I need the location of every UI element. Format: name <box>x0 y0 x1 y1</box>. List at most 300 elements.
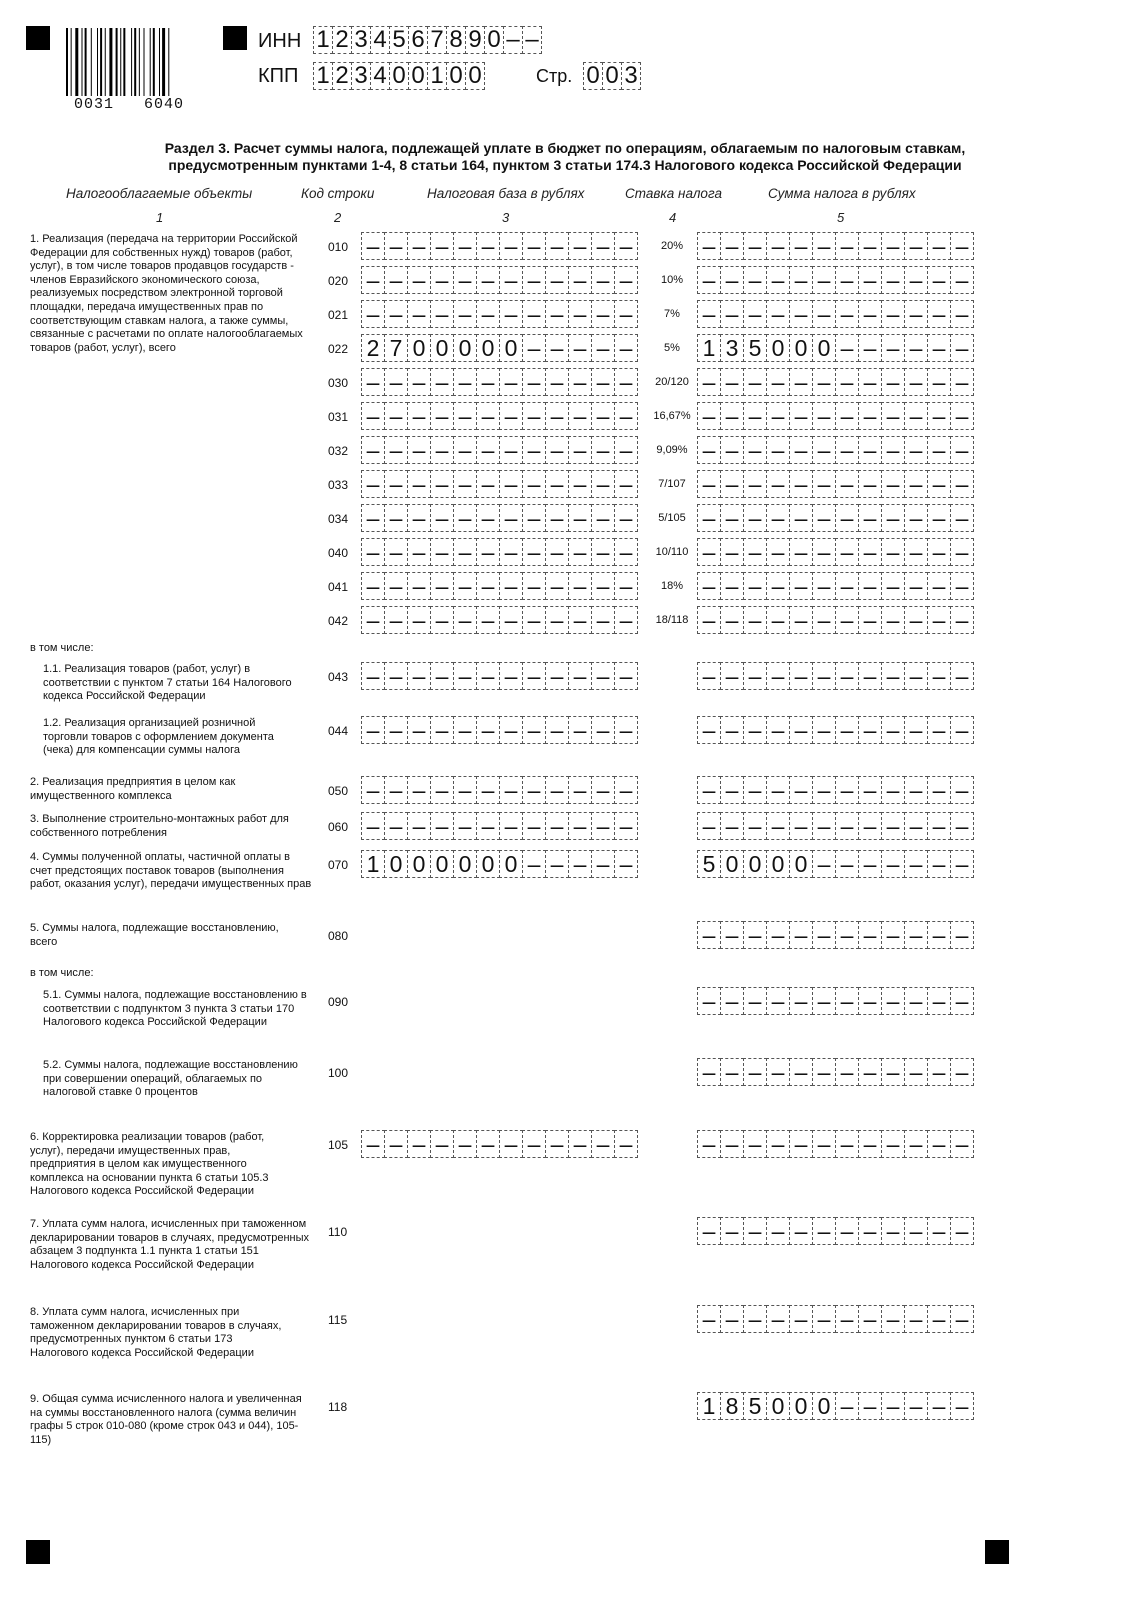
tax-base-field-030-cell: – <box>430 368 454 396</box>
tax-amount-field-030[interactable] <box>697 368 973 396</box>
tax-base-field-044-cell: – <box>568 716 592 744</box>
tax-base-field-043[interactable] <box>361 662 637 690</box>
tax-amount-field-032-cell: – <box>927 436 951 464</box>
tax-amount-field-115-cell: – <box>927 1305 951 1333</box>
row-code-030: 030 <box>328 376 349 390</box>
tax-amount-field-031-cell: – <box>812 402 836 430</box>
tax-base-field-032-cell: – <box>522 436 546 464</box>
tax-base-field-050-cell: – <box>614 776 638 804</box>
tax-amount-field-044-cell: – <box>927 716 951 744</box>
tax-base-field-010-cell: – <box>453 232 477 260</box>
tax-amount-field-022[interactable] <box>697 334 973 362</box>
tax-base-field-105-cell: – <box>568 1130 592 1158</box>
tax-base-field-060-cell: – <box>499 812 523 840</box>
tax-amount-field-041-cell: – <box>743 572 767 600</box>
tax-amount-field-115-cell: – <box>858 1305 882 1333</box>
tax-amount-field-060-cell: – <box>835 812 859 840</box>
tax-amount-field-060-cell: – <box>858 812 882 840</box>
row-code-040: 040 <box>328 546 349 560</box>
tax-amount-field-100-cell: – <box>812 1058 836 1086</box>
description-line-4: 4. Суммы полученной оплаты, частичной оплаты в счет предстоящих поставок товаров (выполнения работ, оказания услуг), передачи имущественных прав <box>30 851 312 891</box>
tax-amount-field-050-cell: – <box>904 776 928 804</box>
description-line-3: 3. Выполнение строительно-монтажных работ для собственного потребления <box>30 813 289 839</box>
tax-base-field-010-cell: – <box>614 232 638 260</box>
tax-base-field-031-cell: – <box>407 402 431 430</box>
tax-amount-field-090-cell: – <box>789 987 813 1015</box>
tax-base-field-022-cell: 0 <box>499 334 523 362</box>
tax-base-field-040-cell: – <box>453 538 477 566</box>
tax-amount-field-034-cell: – <box>720 504 744 532</box>
tax-base-field-031[interactable] <box>361 402 637 430</box>
tax-amount-field-060-cell: – <box>789 812 813 840</box>
kpp-label: КПП <box>258 65 299 87</box>
tax-amount-field-043-cell: – <box>743 662 767 690</box>
tax-base-field-041-cell: – <box>430 572 454 600</box>
tax-base-field-043-cell: – <box>407 662 431 690</box>
tax-amount-field-115-cell: – <box>904 1305 928 1333</box>
kpp-cell: 4 <box>370 62 390 90</box>
tax-amount-field-010-cell: – <box>858 232 882 260</box>
tax-amount-field-115[interactable] <box>697 1305 973 1333</box>
tax-amount-field-033-cell: – <box>766 470 790 498</box>
tax-base-field-033[interactable] <box>361 470 637 498</box>
page-number-cell: 3 <box>621 62 641 90</box>
tax-amount-field-021-cell: – <box>881 300 905 328</box>
tax-amount-field-042[interactable] <box>697 606 973 634</box>
tax-amount-field-042-cell: – <box>927 606 951 634</box>
tax-amount-field-042-cell: – <box>950 606 974 634</box>
tax-amount-field-044-cell: – <box>697 716 721 744</box>
tax-base-field-060-cell: – <box>545 812 569 840</box>
description-line-1: 1. Реализация (передача на территории Российской Федерации для собственных нужд) товаров (работ, услуг), в том числе товаров продавцов государств - членов Евразийского экономического союза, реализуемых посредством электронной торговой площадки, передача имущественных прав по соответствующим ставкам налога, а также суммы, связанные с расчетами по оплате налогооблагаемых товаров (работ, услуг), всего <box>30 233 303 354</box>
tax-amount-field-010-cell: – <box>835 232 859 260</box>
tax-base-field-105-cell: – <box>361 1130 385 1158</box>
tax-amount-field-050-cell: – <box>743 776 767 804</box>
tax-base-field-041[interactable] <box>361 572 637 600</box>
tax-base-field-040-cell: – <box>522 538 546 566</box>
description-line-2: 2. Реализация предприятия в целом как имущественного комплекса <box>30 776 236 802</box>
tax-amount-field-118[interactable] <box>697 1392 973 1420</box>
tax-amount-field-020-cell: – <box>697 266 721 294</box>
tax-base-field-021-cell: – <box>614 300 638 328</box>
tax-amount-field-050-cell: – <box>720 776 744 804</box>
tax-amount-field-110-cell: – <box>743 1217 767 1245</box>
tax-base-field-030[interactable] <box>361 368 637 396</box>
tax-base-field-044-cell: – <box>545 716 569 744</box>
row-code-090: 090 <box>328 995 349 1009</box>
tax-amount-field-020[interactable] <box>697 266 973 294</box>
tax-amount-field-031-cell: – <box>858 402 882 430</box>
tax-base-field-034-cell: – <box>407 504 431 532</box>
tax-amount-field-070-cell: – <box>950 850 974 878</box>
tax-base-field-033-cell: – <box>522 470 546 498</box>
tax-base-field-020-cell: – <box>614 266 638 294</box>
tax-amount-field-034-cell: – <box>835 504 859 532</box>
tax-amount-field-040-cell: – <box>743 538 767 566</box>
tax-base-field-021-cell: – <box>430 300 454 328</box>
inn-cell: 7 <box>427 26 447 54</box>
tax-base-field-034-cell: – <box>545 504 569 532</box>
tax-amount-field-118-cell: – <box>881 1392 905 1420</box>
tax-amount-field-070-cell: – <box>927 850 951 878</box>
tax-base-field-070-cell: 1 <box>361 850 385 878</box>
tax-amount-field-070-cell: 5 <box>697 850 721 878</box>
tax-amount-field-100-cell: – <box>766 1058 790 1086</box>
tax-amount-field-041-cell: – <box>927 572 951 600</box>
column-number-1: 1 <box>156 210 164 225</box>
tax-amount-field-040-cell: – <box>697 538 721 566</box>
column-number-4: 4 <box>669 210 677 225</box>
tax-amount-field-032-cell: – <box>789 436 813 464</box>
kpp-field[interactable] <box>313 62 484 90</box>
tax-base-field-105-cell: – <box>499 1130 523 1158</box>
tax-amount-field-090-cell: – <box>858 987 882 1015</box>
tax-base-field-050-cell: – <box>407 776 431 804</box>
tax-amount-field-043-cell: – <box>766 662 790 690</box>
tax-base-field-042-cell: – <box>476 606 500 634</box>
tax-amount-field-034-cell: – <box>927 504 951 532</box>
tax-amount-field-105-cell: – <box>743 1130 767 1158</box>
tax-amount-field-044-cell: – <box>789 716 813 744</box>
page-number-cell: 0 <box>602 62 622 90</box>
tax-amount-field-031-cell: – <box>697 402 721 430</box>
tax-base-field-031-cell: – <box>591 402 615 430</box>
tax-amount-field-020-cell: – <box>904 266 928 294</box>
tax-amount-field-118-cell: 0 <box>812 1392 836 1420</box>
tax-base-field-031-cell: – <box>522 402 546 430</box>
tax-amount-field-090-cell: – <box>766 987 790 1015</box>
tax-amount-field-022-cell: – <box>835 334 859 362</box>
row-rate-042: 18/118 <box>655 614 689 626</box>
tax-base-field-021[interactable] <box>361 300 637 328</box>
row-code-021: 021 <box>328 308 349 322</box>
tax-amount-field-090-cell: – <box>950 987 974 1015</box>
tax-base-field-030-cell: – <box>499 368 523 396</box>
tax-amount-field-034-cell: – <box>812 504 836 532</box>
column-header-objects: Налогооблагаемые объекты <box>66 186 253 201</box>
description-line-1-1: 1.1. Реализация товаров (работ, услуг) в соответствии с пунктом 7 статьи 164 Налогового кодекса Российской Федерации <box>43 663 292 703</box>
tax-amount-field-040-cell: – <box>881 538 905 566</box>
tax-base-field-031-cell: – <box>476 402 500 430</box>
tax-amount-field-042-cell: – <box>697 606 721 634</box>
row-code-010: 010 <box>328 240 349 254</box>
tax-base-field-040-cell: – <box>384 538 408 566</box>
tax-amount-field-032-cell: – <box>766 436 790 464</box>
tax-base-field-034[interactable] <box>361 504 637 532</box>
tax-base-field-034-cell: – <box>430 504 454 532</box>
tax-amount-field-050-cell: – <box>835 776 859 804</box>
tax-amount-field-044-cell: – <box>743 716 767 744</box>
tax-base-field-040[interactable] <box>361 538 637 566</box>
tax-amount-field-050-cell: – <box>812 776 836 804</box>
tax-base-field-042-cell: – <box>430 606 454 634</box>
tax-base-field-105[interactable] <box>361 1130 637 1158</box>
tax-amount-field-033[interactable] <box>697 470 973 498</box>
tax-amount-field-043-cell: – <box>904 662 928 690</box>
tax-amount-field-040-cell: – <box>904 538 928 566</box>
tax-base-field-070-cell: 0 <box>384 850 408 878</box>
tax-amount-field-044-cell: – <box>950 716 974 744</box>
tax-base-field-050-cell: – <box>430 776 454 804</box>
tax-amount-field-020-cell: – <box>789 266 813 294</box>
tax-amount-field-022-cell: – <box>904 334 928 362</box>
tax-base-field-022-cell: – <box>614 334 638 362</box>
tax-amount-field-041-cell: – <box>697 572 721 600</box>
row-code-042: 042 <box>328 614 349 628</box>
inn-cell: 3 <box>351 26 371 54</box>
tax-base-field-105-cell: – <box>430 1130 454 1158</box>
tax-base-field-033-cell: – <box>361 470 385 498</box>
tax-amount-field-030-cell: – <box>720 368 744 396</box>
tax-amount-field-044-cell: – <box>835 716 859 744</box>
tax-base-field-021-cell: – <box>361 300 385 328</box>
tax-amount-field-040-cell: – <box>950 538 974 566</box>
tax-amount-field-080-cell: – <box>950 921 974 949</box>
tax-amount-field-033-cell: – <box>881 470 905 498</box>
tax-base-field-034-cell: – <box>384 504 408 532</box>
tax-amount-field-022-cell: – <box>927 334 951 362</box>
tax-base-field-044-cell: – <box>499 716 523 744</box>
tax-base-field-032-cell: – <box>614 436 638 464</box>
tax-amount-field-070-cell: – <box>812 850 836 878</box>
tax-base-field-070-cell: 0 <box>407 850 431 878</box>
tax-base-field-032-cell: – <box>407 436 431 464</box>
tax-base-field-040-cell: – <box>361 538 385 566</box>
tax-amount-field-033-cell: – <box>904 470 928 498</box>
inn-cell: 2 <box>332 26 352 54</box>
tax-base-field-010-cell: – <box>407 232 431 260</box>
tax-amount-field-090-cell: – <box>697 987 721 1015</box>
tax-base-field-105-cell: – <box>522 1130 546 1158</box>
tax-amount-field-040-cell: – <box>720 538 744 566</box>
tax-base-field-040-cell: – <box>476 538 500 566</box>
tax-base-field-044-cell: – <box>407 716 431 744</box>
tax-amount-field-044[interactable] <box>697 716 973 744</box>
tax-amount-field-034-cell: – <box>858 504 882 532</box>
description-line-8: 8. Уплата сумм налога, исчисленных при таможенном декларировании товаров в случаях, предусмотренных пунктом 6 статьи 173 Налогового кодекса Российской Федерации <box>30 1306 282 1359</box>
tax-base-field-070-cell: – <box>545 850 569 878</box>
tax-base-field-020-cell: – <box>453 266 477 294</box>
tax-amount-field-110-cell: – <box>835 1217 859 1245</box>
tax-amount-field-105-cell: – <box>720 1130 744 1158</box>
tax-amount-field-010[interactable] <box>697 232 973 260</box>
tax-base-field-060[interactable] <box>361 812 637 840</box>
tax-amount-field-031-cell: – <box>766 402 790 430</box>
tax-amount-field-034[interactable] <box>697 504 973 532</box>
tax-base-field-032-cell: – <box>384 436 408 464</box>
tax-amount-field-050-cell: – <box>789 776 813 804</box>
tax-amount-field-100-cell: – <box>835 1058 859 1086</box>
tax-amount-field-021-cell: – <box>766 300 790 328</box>
barcode-digits-right: 6040 <box>144 96 185 113</box>
tax-amount-field-044-cell: – <box>766 716 790 744</box>
tax-amount-field-105[interactable] <box>697 1130 973 1158</box>
tax-amount-field-110-cell: – <box>697 1217 721 1245</box>
tax-amount-field-032[interactable] <box>697 436 973 464</box>
tax-amount-field-031-cell: – <box>881 402 905 430</box>
tax-amount-field-043[interactable] <box>697 662 973 690</box>
tax-amount-field-118-cell: 0 <box>766 1392 790 1420</box>
tax-base-field-033-cell: – <box>384 470 408 498</box>
tax-amount-field-021[interactable] <box>697 300 973 328</box>
tax-base-field-041-cell: – <box>545 572 569 600</box>
tax-amount-field-032-cell: – <box>881 436 905 464</box>
tax-amount-field-070-cell: 0 <box>766 850 790 878</box>
tax-base-field-010-cell: – <box>568 232 592 260</box>
tax-base-field-033-cell: – <box>407 470 431 498</box>
tax-amount-field-105-cell: – <box>812 1130 836 1158</box>
tax-amount-field-090-cell: – <box>720 987 744 1015</box>
tax-base-field-020[interactable] <box>361 266 637 294</box>
tax-base-field-070[interactable] <box>361 850 637 878</box>
tax-amount-field-030-cell: – <box>766 368 790 396</box>
tax-amount-field-100-cell: – <box>904 1058 928 1086</box>
tax-amount-field-033-cell: – <box>697 470 721 498</box>
tax-base-field-050[interactable] <box>361 776 637 804</box>
tax-base-field-041-cell: – <box>407 572 431 600</box>
tax-amount-field-090-cell: – <box>904 987 928 1015</box>
tax-base-field-044-cell: – <box>591 716 615 744</box>
tax-amount-field-030-cell: – <box>927 368 951 396</box>
tax-amount-field-050-cell: – <box>766 776 790 804</box>
tax-amount-field-021-cell: – <box>789 300 813 328</box>
tax-amount-field-115-cell: – <box>766 1305 790 1333</box>
tax-amount-field-041-cell: – <box>881 572 905 600</box>
tax-amount-field-100-cell: – <box>858 1058 882 1086</box>
tax-amount-field-115-cell: – <box>881 1305 905 1333</box>
tax-amount-field-080-cell: – <box>881 921 905 949</box>
tax-amount-field-031[interactable] <box>697 402 973 430</box>
tax-amount-field-031-cell: – <box>950 402 974 430</box>
tax-base-field-060-cell: – <box>361 812 385 840</box>
tax-base-field-021-cell: – <box>545 300 569 328</box>
tax-base-field-030-cell: – <box>545 368 569 396</box>
tax-base-field-040-cell: – <box>499 538 523 566</box>
tax-base-field-034-cell: – <box>361 504 385 532</box>
tax-amount-field-030-cell: – <box>697 368 721 396</box>
tax-amount-field-022-cell: – <box>858 334 882 362</box>
tax-base-field-044-cell: – <box>614 716 638 744</box>
tax-amount-field-105-cell: – <box>789 1130 813 1158</box>
page-number-field[interactable] <box>583 62 640 90</box>
tax-amount-field-010-cell: – <box>950 232 974 260</box>
tax-amount-field-034-cell: – <box>789 504 813 532</box>
tax-amount-field-090[interactable] <box>697 987 973 1015</box>
tax-amount-field-010-cell: – <box>904 232 928 260</box>
tax-base-field-031-cell: – <box>568 402 592 430</box>
tax-amount-field-050-cell: – <box>950 776 974 804</box>
tax-base-field-070-cell: – <box>568 850 592 878</box>
tax-base-field-031-cell: – <box>384 402 408 430</box>
tax-amount-field-118-cell: 8 <box>720 1392 744 1420</box>
tax-amount-field-070[interactable] <box>697 850 973 878</box>
tax-amount-field-020-cell: – <box>881 266 905 294</box>
tax-amount-field-100-cell: – <box>743 1058 767 1086</box>
tax-base-field-032[interactable] <box>361 436 637 464</box>
tax-base-field-040-cell: – <box>430 538 454 566</box>
tax-base-field-043-cell: – <box>430 662 454 690</box>
tax-base-field-044[interactable] <box>361 716 637 744</box>
tax-amount-field-110-cell: – <box>858 1217 882 1245</box>
tax-amount-field-050[interactable] <box>697 776 973 804</box>
row-code-034: 034 <box>328 512 349 526</box>
tax-amount-field-022-cell: 3 <box>720 334 744 362</box>
tax-base-field-043-cell: – <box>545 662 569 690</box>
tax-amount-field-020-cell: – <box>927 266 951 294</box>
inn-field[interactable] <box>313 26 541 54</box>
tax-amount-field-110-cell: – <box>950 1217 974 1245</box>
tax-amount-field-070-cell: – <box>881 850 905 878</box>
tax-base-field-041-cell: – <box>361 572 385 600</box>
tax-base-field-020-cell: – <box>361 266 385 294</box>
tax-base-field-105-cell: – <box>384 1130 408 1158</box>
tax-amount-field-080[interactable] <box>697 921 973 949</box>
tax-base-field-043-cell: – <box>614 662 638 690</box>
tax-base-field-041-cell: – <box>614 572 638 600</box>
tax-amount-field-043-cell: – <box>950 662 974 690</box>
tax-base-field-060-cell: – <box>407 812 431 840</box>
row-rate-021: 7% <box>664 308 680 320</box>
tax-amount-field-070-cell: 0 <box>789 850 813 878</box>
tax-amount-field-021-cell: – <box>904 300 928 328</box>
tax-base-field-040-cell: – <box>545 538 569 566</box>
tax-amount-field-042-cell: – <box>904 606 928 634</box>
tax-base-field-010-cell: – <box>430 232 454 260</box>
tax-amount-field-041[interactable] <box>697 572 973 600</box>
tax-base-field-022[interactable] <box>361 334 637 362</box>
tax-base-field-021-cell: – <box>384 300 408 328</box>
tax-base-field-050-cell: – <box>545 776 569 804</box>
tax-base-field-034-cell: – <box>499 504 523 532</box>
tax-base-field-043-cell: – <box>361 662 385 690</box>
tax-base-field-022-cell: 7 <box>384 334 408 362</box>
tax-base-field-041-cell: – <box>476 572 500 600</box>
tax-amount-field-020-cell: – <box>858 266 882 294</box>
tax-amount-field-042-cell: – <box>881 606 905 634</box>
tax-amount-field-031-cell: – <box>720 402 744 430</box>
tax-amount-field-041-cell: – <box>766 572 790 600</box>
tax-base-field-032-cell: – <box>430 436 454 464</box>
tax-base-field-022-cell: 2 <box>361 334 385 362</box>
tax-amount-field-022-cell: 5 <box>743 334 767 362</box>
row-code-044: 044 <box>328 724 349 738</box>
column-number-2: 2 <box>334 210 342 225</box>
tax-base-field-021-cell: – <box>499 300 523 328</box>
tax-amount-field-030-cell: – <box>743 368 767 396</box>
tax-base-field-022-cell: – <box>568 334 592 362</box>
row-code-041: 041 <box>328 580 349 594</box>
tax-base-field-010-cell: – <box>522 232 546 260</box>
tax-base-field-010[interactable] <box>361 232 637 260</box>
row-code-070: 070 <box>328 858 349 872</box>
tax-amount-field-115-cell: – <box>789 1305 813 1333</box>
tax-amount-field-100[interactable] <box>697 1058 973 1086</box>
tax-amount-field-042-cell: – <box>720 606 744 634</box>
tax-amount-field-060[interactable] <box>697 812 973 840</box>
tax-amount-field-034-cell: – <box>904 504 928 532</box>
row-rate-040: 10/110 <box>655 546 689 558</box>
tax-amount-field-041-cell: – <box>789 572 813 600</box>
kpp-cell: 3 <box>351 62 371 90</box>
inn-cell: 5 <box>389 26 409 54</box>
tax-base-field-042[interactable] <box>361 606 637 634</box>
tax-amount-field-040[interactable] <box>697 538 973 566</box>
tax-amount-field-040-cell: – <box>927 538 951 566</box>
tax-amount-field-090-cell: – <box>835 987 859 1015</box>
including-label-1: в том числе: <box>30 642 94 654</box>
tax-amount-field-110[interactable] <box>697 1217 973 1245</box>
inn-cell: 9 <box>465 26 485 54</box>
